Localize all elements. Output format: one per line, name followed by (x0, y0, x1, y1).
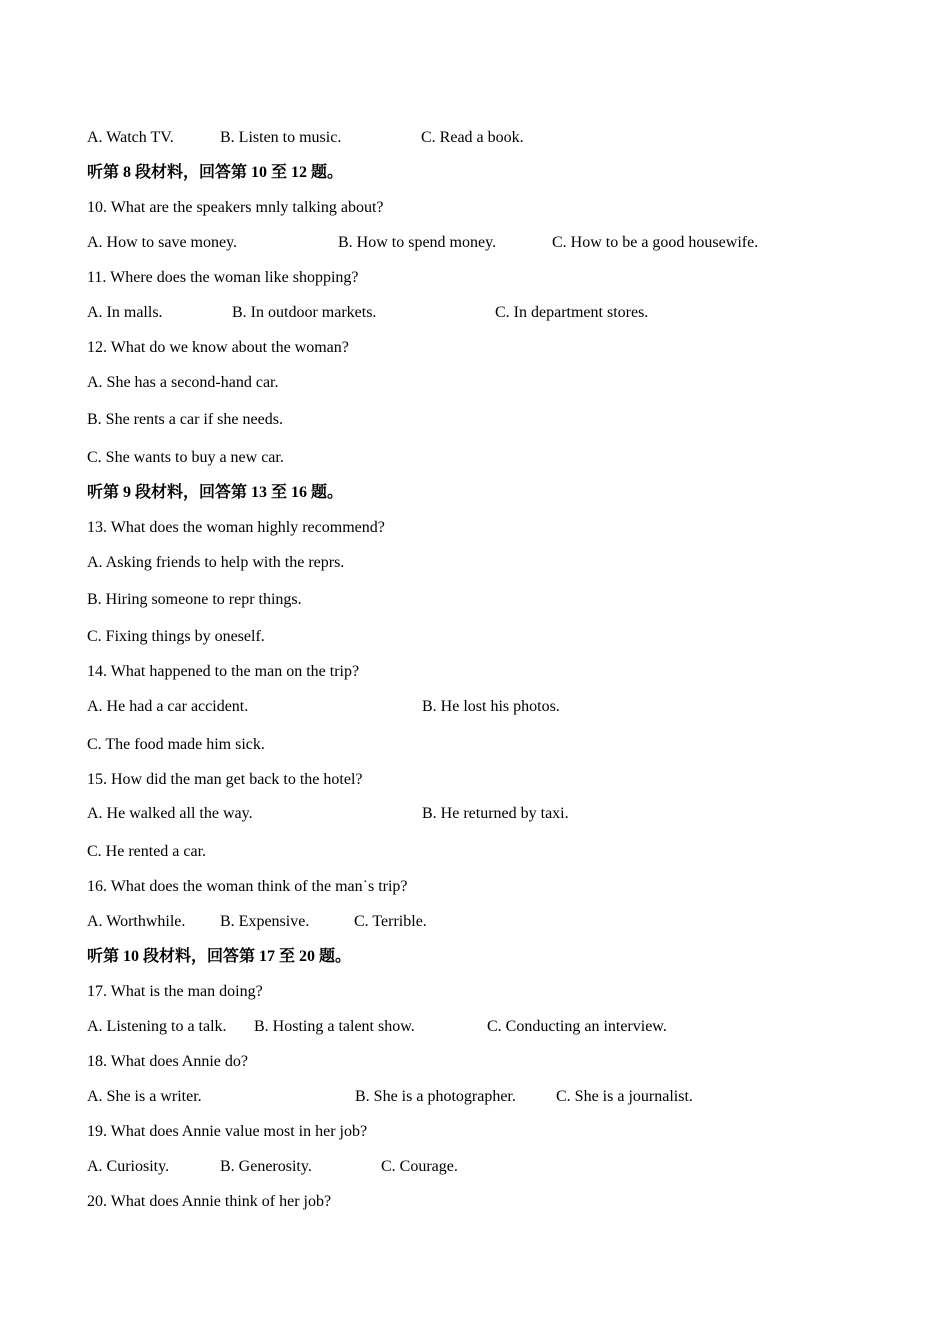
q15-option-b: B. He returned by taxi. (422, 805, 569, 822)
q16-option-a: A. Worthwhile. (87, 913, 186, 930)
q18-option-a: A. She is a writer. (87, 1088, 202, 1105)
q16-option-c: C. Terrible. (354, 913, 427, 930)
q19-question: 19. What does Annie value most in her job? (87, 1123, 368, 1140)
q12-option-b: B. She rents a car if she needs. (87, 411, 283, 428)
q10-question: 10. What are the speakers mnly talking about? (87, 199, 384, 216)
q13-question: 13. What does the woman highly recommend? (87, 519, 385, 536)
q14-option-c: C. The food made him sick. (87, 736, 265, 753)
section-8-heading: 听第 8 段材料，回答第 10 至 12 题。 (87, 164, 344, 181)
q16-question: 16. What does the woman think of the man˙s trip? (87, 878, 408, 895)
q17-option-a: A. Listening to a talk. (87, 1018, 227, 1035)
q18-option-b: B. She is a photographer. (355, 1088, 516, 1105)
q11-question: 11. Where does the woman like shopping? (87, 269, 359, 286)
q13-option-b: B. Hiring someone to repr things. (87, 591, 302, 608)
q20-question: 20. What does Annie think of her job? (87, 1193, 332, 1210)
q13-option-a: A. Asking friends to help with the reprs. (87, 554, 345, 571)
q17-option-b: B. Hosting a talent show. (254, 1018, 415, 1035)
q15-option-a: A. He walked all the way. (87, 805, 253, 822)
q10-option-c: C. How to be a good housewife. (552, 234, 759, 251)
q11-option-a: A. In malls. (87, 304, 163, 321)
q19-option-a: A. Curiosity. (87, 1158, 170, 1175)
q13-option-c: C. Fixing things by oneself. (87, 628, 265, 645)
q10-option-b: B. How to spend money. (338, 234, 497, 251)
q9-option-b: B. Listen to music. (220, 129, 342, 146)
q15-option-c: C. He rented a car. (87, 843, 207, 860)
q12-option-a: A. She has a second-hand car. (87, 374, 279, 391)
q16-option-b: B. Expensive. (220, 913, 310, 930)
q17-option-c: C. Conducting an interview. (487, 1018, 667, 1035)
section-10-heading: 听第 10 段材料，回答第 17 至 20 题。 (87, 948, 352, 965)
q14-option-a: A. He had a car accident. (87, 698, 249, 715)
q9-option-a: A. Watch TV. (87, 129, 174, 146)
q17-question: 17. What is the man doing? (87, 983, 263, 1000)
q12-option-c: C. She wants to buy a new car. (87, 449, 284, 466)
q14-option-b: B. He lost his photos. (422, 698, 560, 715)
q9-option-c: C. Read a book. (421, 129, 524, 146)
q18-question: 18. What does Annie do? (87, 1053, 249, 1070)
q14-question: 14. What happened to the man on the trip? (87, 663, 360, 680)
q18-option-c: C. She is a journalist. (556, 1088, 693, 1105)
q19-option-b: B. Generosity. (220, 1158, 312, 1175)
q10-option-a: A. How to save money. (87, 234, 238, 251)
q11-option-b: B. In outdoor markets. (232, 304, 377, 321)
q12-question: 12. What do we know about the woman? (87, 339, 349, 356)
q19-option-c: C. Courage. (381, 1158, 458, 1175)
q15-question: 15. How did the man get back to the hotel? (87, 771, 363, 788)
section-9-heading: 听第 9 段材料，回答第 13 至 16 题。 (87, 484, 344, 501)
q11-option-c: C. In department stores. (495, 304, 649, 321)
